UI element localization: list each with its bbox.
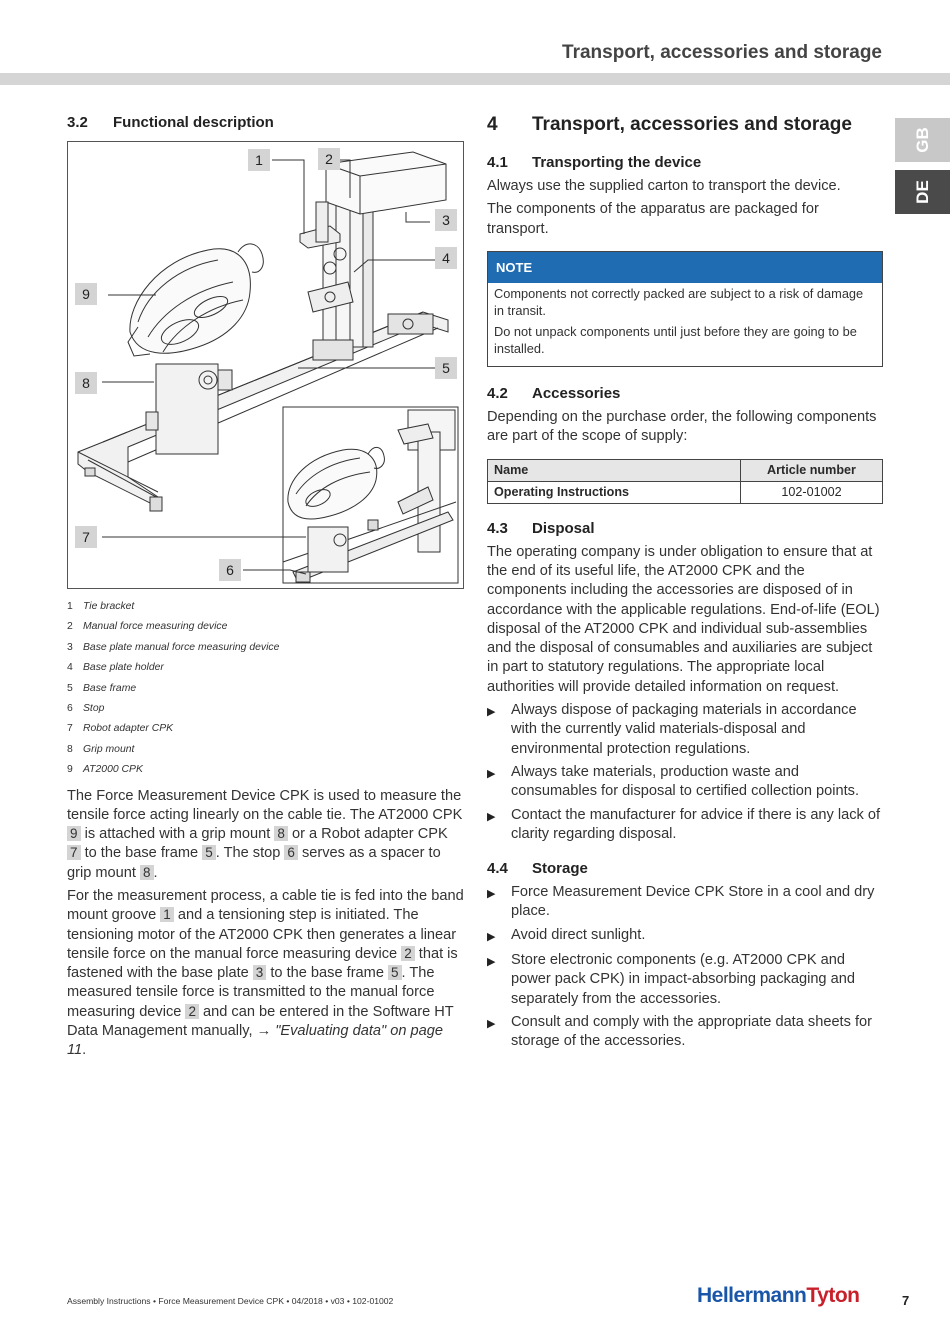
subsection-heading-4-3 xyxy=(487,520,883,537)
section-heading xyxy=(67,114,464,131)
bullet-text: Avoid direct sunlight. xyxy=(511,926,646,943)
bullet-triangle-icon: ▶ xyxy=(487,1017,496,1030)
legend-label: Base frame xyxy=(83,682,137,694)
hellermanntyton-logo xyxy=(697,1284,859,1308)
legend-label: Grip mount xyxy=(83,743,135,755)
legend-number: 5 xyxy=(67,682,73,694)
storage-bullet-list xyxy=(487,883,883,1051)
bullet-triangle-icon: ▶ xyxy=(487,767,496,780)
reference-badge: 8 xyxy=(140,865,154,880)
text-run: . xyxy=(153,864,158,881)
text-run: The Force Measurement Device CPK is used to measure the tensile force acting linearly on the cable tie. The AT2000 CPK xyxy=(67,787,463,823)
table-row xyxy=(488,481,883,503)
list-item xyxy=(487,806,883,845)
legend-item xyxy=(67,642,464,662)
legend-item xyxy=(67,683,464,703)
reference-badge: 2 xyxy=(401,946,415,961)
legend-item xyxy=(67,703,464,723)
text-run: is attached with a grip mount xyxy=(80,826,275,843)
legend-label: Robot adapter CPK xyxy=(83,723,174,735)
legend-item xyxy=(67,662,464,682)
tab-gb-label: GB xyxy=(912,127,932,153)
reference-badge: 2 xyxy=(185,1004,199,1019)
cell-name: Operating Instructions xyxy=(488,481,741,503)
list-item xyxy=(487,1013,883,1052)
legend-number: 7 xyxy=(67,723,73,735)
text-run: For the measurement process, a cable tie is fed into the band mount groove xyxy=(67,888,464,924)
text-run: and a tensioning step is initiated. The tensioning motor of the AT2000 CPK then generates a linear tensile force on the manual force measuring device xyxy=(67,907,457,962)
device-drawing xyxy=(68,142,463,588)
legend-item xyxy=(67,723,464,743)
description-paragraph-1 xyxy=(67,787,464,883)
legend-number: 2 xyxy=(67,621,73,633)
list-item xyxy=(487,926,883,947)
subsection-title: Transporting the device xyxy=(532,154,702,171)
left-column xyxy=(67,114,464,1065)
reference-badge: 8 xyxy=(274,826,288,841)
legend-label: Manual force measuring device xyxy=(83,621,228,633)
accessories-paragraph: Depending on the purchase order, the following components are part of the scope of supply: xyxy=(487,409,877,445)
bullet-triangle-icon: ▶ xyxy=(487,956,496,969)
figure-callout-4: 4 xyxy=(435,247,457,269)
figure-callout-2: 2 xyxy=(318,148,340,170)
bullet-text: Store electronic components (e.g. AT2000 CPK and power pack CPK) in impact-absorbing packaging and separately from the accessories. xyxy=(511,952,855,1007)
figure-callout-9: 9 xyxy=(75,283,97,305)
text-run: to the base frame xyxy=(266,965,388,982)
bullet-triangle-icon: ▶ xyxy=(487,930,496,943)
subsection-heading-4-2 xyxy=(487,385,883,402)
legend-item xyxy=(67,764,464,784)
bullet-text: Always take materials, production waste and consumables for disposal to certified collection points. xyxy=(511,763,859,800)
reference-badge: 7 xyxy=(67,845,81,860)
cell-article: 102-01002 xyxy=(741,481,883,503)
text-run: and can be entered in the Software HT Data Management manually, xyxy=(67,1003,454,1040)
bullet-text: Contact the manufacturer for advice if there is any lack of clarity regarding disposal. xyxy=(511,806,881,842)
list-item xyxy=(487,701,883,759)
disposal-bullet-list xyxy=(487,701,883,844)
bullet-triangle-icon: ▶ xyxy=(487,706,496,719)
legend-label: Base plate manual force measuring device xyxy=(83,641,280,653)
subsection-number: 4.1 xyxy=(487,154,508,171)
tab-de-label: DE xyxy=(912,180,932,204)
note-text-2: Do not unpack components until just before they are going to be installed. xyxy=(494,324,857,357)
note-text-1: Components not correctly packed are subject to a risk of damage in transit. xyxy=(494,285,864,318)
section-number: 3.2 xyxy=(67,114,88,131)
tab-gb[interactable] xyxy=(895,118,950,162)
figure-callout-5: 5 xyxy=(435,357,457,379)
legend-label: Base plate holder xyxy=(83,662,164,674)
legend-number: 9 xyxy=(67,764,73,776)
legend-label: AT2000 CPK xyxy=(83,764,143,776)
description-paragraph-2 xyxy=(67,887,464,1061)
text-run: . xyxy=(82,1042,87,1059)
text-run: that is fastened with the base plate xyxy=(67,945,458,982)
subsection-number: 4.4 xyxy=(487,860,508,878)
figure-callout-6: 6 xyxy=(219,559,241,581)
transport-paragraph-2: The components of the apparatus are packaged for transport. xyxy=(487,201,819,237)
arrow-right-icon: → xyxy=(256,1023,272,1040)
text-run: to the base frame xyxy=(80,845,203,862)
legend-item xyxy=(67,621,464,641)
text-run: . The measured tensile force is transmitted to the manual force measuring device xyxy=(67,965,435,1020)
legend-number: 6 xyxy=(67,702,73,714)
transport-paragraph-1: Always use the supplied carton to transport the device. xyxy=(487,178,841,194)
header-title: Transport, accessories and storage xyxy=(562,42,882,63)
legend-number: 1 xyxy=(67,601,73,612)
text-run: or a Robot adapter CPK xyxy=(287,826,448,843)
figure-callout-3: 3 xyxy=(435,209,457,231)
subsection-title: Accessories xyxy=(532,385,621,403)
legend-label: Stop xyxy=(83,702,105,714)
list-item xyxy=(487,883,883,922)
legend-label: Tie bracket xyxy=(83,601,135,612)
section-title: Functional description xyxy=(113,114,274,131)
subsection-heading-4-1 xyxy=(487,154,883,171)
list-item xyxy=(487,763,883,802)
header-bar xyxy=(0,73,950,85)
table-header-row xyxy=(488,459,883,481)
bullet-text: Always dispose of packaging materials in accordance with the currently valid materials-disposal and environmental protection regulations. xyxy=(511,702,857,757)
list-item xyxy=(487,951,883,1009)
text-run: . The stop xyxy=(215,845,285,862)
reference-badge: 3 xyxy=(253,965,267,980)
bullet-text: Consult and comply with the appropriate data sheets for storage of the accessories. xyxy=(511,1013,872,1050)
reference-badge: 9 xyxy=(67,826,81,841)
disposal-paragraph: The operating company is under obligation to ensure that at the end of its useful life, the AT2000 CPK and the components including the accessories are disposed of in accordance with the applicable regulations. End-of-life (EOL) disposal of the AT2000 CPK and individual sub-assemblies and the disposal of consumables and auxiliaries are subject in part to statutory regulations. The appropriate local authorities will provide detailed information on request. xyxy=(487,543,880,695)
legend-item xyxy=(67,744,464,764)
figure-legend xyxy=(67,601,464,785)
chapter-number: 4 xyxy=(487,114,498,135)
subsection-number: 4.2 xyxy=(487,385,508,403)
column-header-name: Name xyxy=(488,459,741,481)
subsection-title: Disposal xyxy=(532,519,595,537)
device-illustration xyxy=(67,141,464,589)
note-heading: NOTE xyxy=(488,252,882,283)
bullet-text: Force Measurement Device CPK Store in a cool and dry place. xyxy=(511,884,875,920)
cross-reference-link[interactable]: "Evaluating data" on page 11 xyxy=(67,1023,443,1059)
footer-document-info: Assembly Instructions • Force Measurement Device CPK • 04/2018 • v03 • 102-01002 xyxy=(67,1296,394,1306)
figure-callout-1: 1 xyxy=(248,149,270,171)
reference-badge: 1 xyxy=(160,907,174,922)
reference-badge: 5 xyxy=(202,845,216,860)
reference-badge: 5 xyxy=(388,965,402,980)
accessories-table xyxy=(487,459,883,504)
chapter-heading xyxy=(487,114,883,136)
reference-badge: 6 xyxy=(284,845,298,860)
figure-callout-8: 8 xyxy=(75,372,97,394)
subsection-number: 4.3 xyxy=(487,519,508,537)
bullet-triangle-icon: ▶ xyxy=(487,810,496,823)
subsection-heading-4-4 xyxy=(487,860,883,877)
column-header-article: Article number xyxy=(741,459,883,481)
figure-callout-7: 7 xyxy=(75,526,97,548)
logo-part-b: Tyton xyxy=(806,1284,860,1307)
tab-de[interactable] xyxy=(895,170,950,214)
legend-item xyxy=(67,601,464,621)
subsection-title: Storage xyxy=(532,860,588,878)
text-run: serves as a spacer to grip mount xyxy=(67,845,441,881)
page-number: 7 xyxy=(902,1293,910,1308)
legend-number: 3 xyxy=(67,641,73,653)
legend-number: 4 xyxy=(67,662,73,674)
right-column xyxy=(487,114,883,1056)
note-box xyxy=(487,251,883,367)
bullet-triangle-icon: ▶ xyxy=(487,888,496,901)
legend-number: 8 xyxy=(67,743,73,755)
note-body xyxy=(488,283,882,366)
logo-part-a: Hellermann xyxy=(697,1284,807,1307)
chapter-title: Transport, accessories and storage xyxy=(532,114,852,135)
